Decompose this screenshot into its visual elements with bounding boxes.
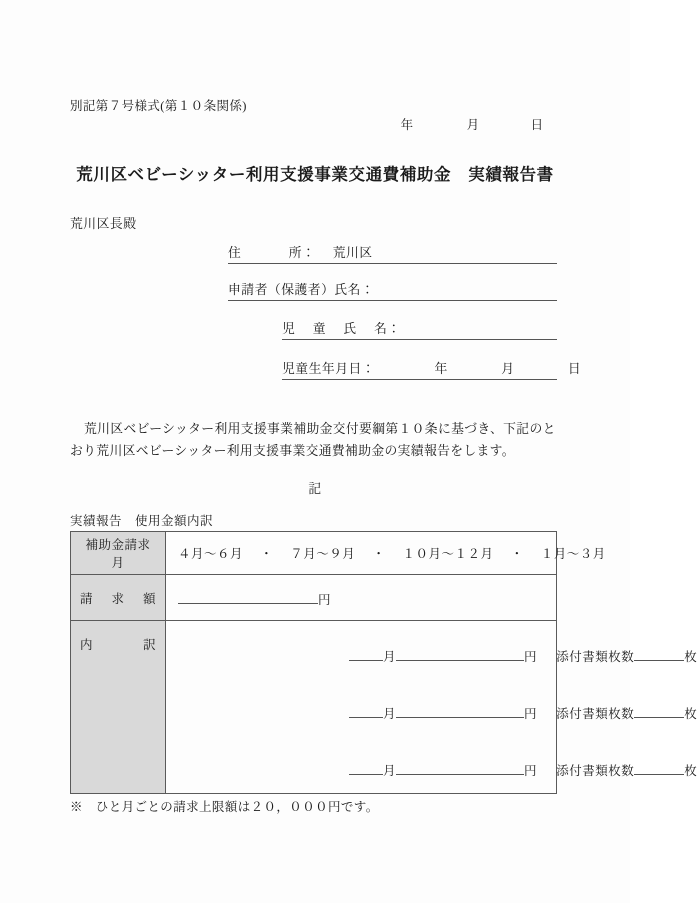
detail-month-unit-3: 月 [383, 764, 397, 778]
amount-row-value[interactable] [166, 575, 557, 621]
form-number: 別記第７号様式(第１０条関係) [70, 99, 247, 113]
child-birthdate-field[interactable] [282, 359, 582, 380]
quarter-option-q4[interactable]: １月～３月 [540, 547, 606, 561]
detail-month-input-3[interactable] [349, 759, 383, 775]
address-label-residence: 住 [228, 246, 242, 260]
detail-sheet-unit-3: 枚 [684, 764, 697, 778]
table-row [71, 532, 557, 575]
detail-label-2: 訳 [142, 638, 156, 652]
quarter-separator: ・ [372, 547, 386, 561]
detail-month-unit-2: 月 [383, 707, 397, 721]
quarter-separator: ・ [510, 547, 524, 561]
detail-yen-unit-3: 円 [524, 764, 538, 778]
child-label-1: 児 [282, 322, 296, 336]
child-label-2: 童 [312, 322, 326, 336]
detail-line-3[interactable] [349, 759, 697, 779]
child-label-4: 名： [374, 322, 401, 336]
detail-line-1[interactable] [349, 645, 697, 665]
detail-attachment-label-1: 添付書類枚数 [556, 650, 635, 664]
detail-sheet-unit-2: 枚 [684, 707, 697, 721]
quarter-option-q2[interactable]: ７月～９月 [290, 547, 356, 561]
detail-yen-unit-1: 円 [524, 650, 538, 664]
page-title: 荒川区ベビーシッター利用支援事業交通費補助金 実績報告書 [76, 165, 554, 184]
addressee: 荒川区長殿 [70, 217, 137, 231]
guardian-name-label: 申請者（保護者）氏名： [228, 283, 375, 297]
detail-row-value[interactable] [166, 621, 697, 794]
child-birth-month-label: 月 [501, 362, 515, 376]
address-label-place: 所： [288, 246, 316, 260]
child-birthdate-label: 児童生年月日： [282, 362, 376, 376]
address-field[interactable] [228, 243, 557, 264]
amount-label-2: 求 [111, 591, 125, 606]
detail-label-1: 内 [80, 638, 94, 652]
child-birth-day-label: 日 [567, 362, 582, 376]
quarter-option-q3[interactable]: １０月～１２月 [402, 547, 494, 561]
detail-amount-input-1[interactable] [396, 645, 524, 661]
quarter-option-q1[interactable]: ４月～６月 [178, 547, 244, 561]
body-paragraph: 荒川区ベビーシッター利用支援事業補助金交付要綱第１０条に基づき、下記のとおり荒川区ベビーシッター利用支援事業交通費補助金の実績報告をします。 [70, 422, 556, 458]
detail-month-input-2[interactable] [349, 702, 383, 718]
amount-row-label [71, 575, 166, 621]
period-row-label: 補助金請求月 [71, 532, 166, 575]
address-prefilled-value: 荒川区 [332, 246, 373, 260]
period-row-value[interactable] [166, 532, 606, 575]
child-birth-year-label: 年 [434, 362, 448, 376]
detail-sheets-input-1[interactable] [634, 645, 684, 661]
detail-amount-input-2[interactable] [396, 702, 524, 718]
detail-month-input-1[interactable] [349, 645, 383, 661]
detail-lines [178, 621, 697, 779]
detail-amount-input-3[interactable] [396, 759, 524, 775]
child-label-3: 氏 [343, 322, 357, 336]
table-row [71, 575, 557, 621]
quarter-options[interactable] [178, 547, 606, 561]
date-day-label: 日 [530, 118, 544, 132]
detail-sheets-input-2[interactable] [634, 702, 684, 718]
table-caption: 実績報告 使用金額内訳 [70, 514, 214, 528]
detail-attachment-label-2: 添付書類枚数 [556, 707, 635, 721]
claim-amount-unit: 円 [318, 592, 332, 607]
detail-line-2[interactable] [349, 702, 697, 722]
table-row [71, 621, 557, 794]
submission-date-line [70, 115, 557, 133]
detail-attachment-label-3: 添付書類枚数 [556, 764, 635, 778]
ki-mark: 記 [308, 482, 322, 496]
guardian-name-field[interactable] [228, 280, 557, 301]
detail-sheets-input-3[interactable] [634, 759, 684, 775]
expense-report-table [70, 531, 697, 794]
detail-yen-unit-2: 円 [524, 707, 538, 721]
detail-month-unit-1: 月 [383, 650, 397, 664]
amount-label-3: 額 [142, 591, 156, 606]
detail-sheet-unit-1: 枚 [684, 650, 697, 664]
date-year-label: 年 [400, 118, 414, 132]
footnote: ※ ひと月ごとの請求上限額は２０，０００円です。 [70, 800, 379, 814]
child-name-field[interactable] [282, 319, 557, 340]
claim-amount-input[interactable] [178, 588, 318, 604]
date-month-label: 月 [466, 118, 480, 132]
detail-row-label [71, 621, 166, 794]
amount-label-1: 請 [80, 591, 94, 606]
quarter-separator: ・ [260, 547, 274, 561]
